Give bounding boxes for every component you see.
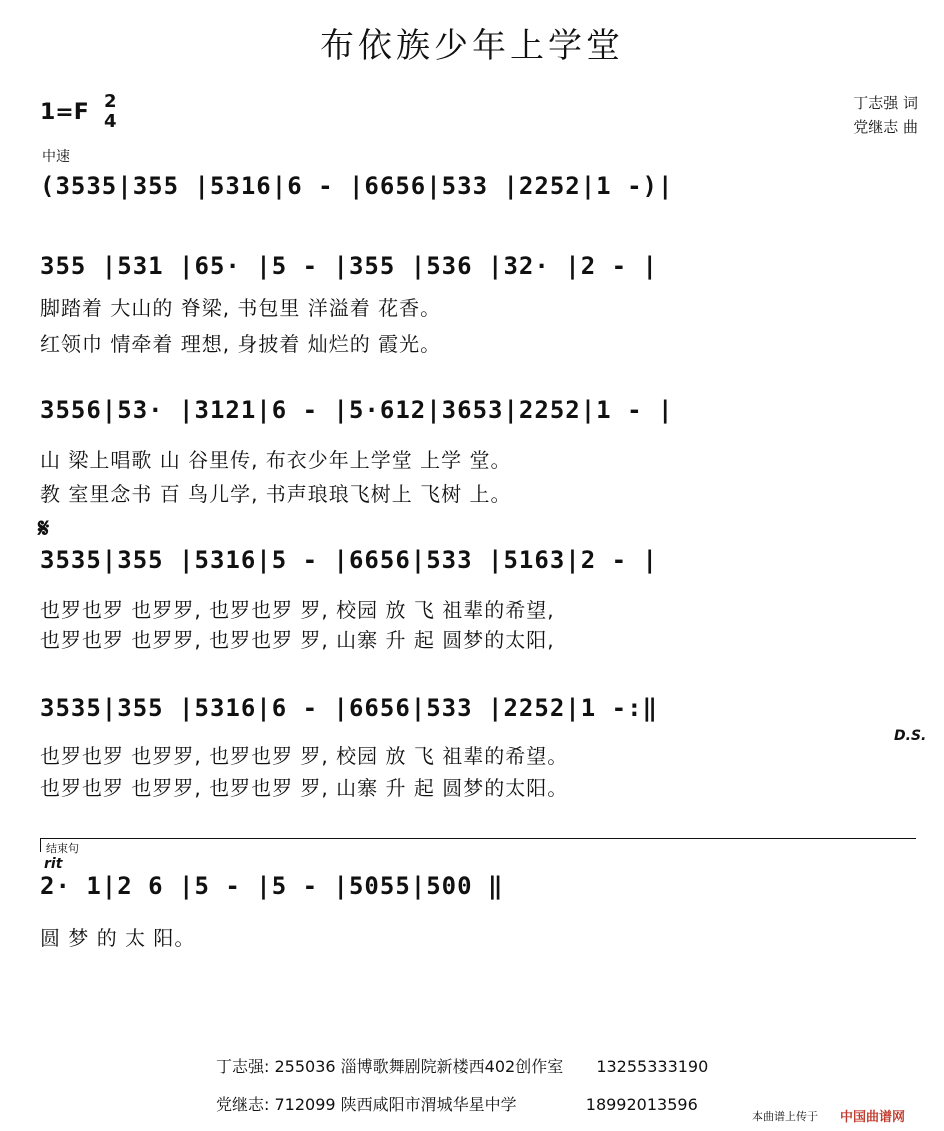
key-signature: 1=F xyxy=(40,100,89,125)
score-row-5-lyric-2: 也罗也罗 也罗罗, 也罗也罗 罗, 山寨 升 起 圆梦的太阳。 xyxy=(40,776,569,800)
footer-contact-1 xyxy=(216,1054,708,1077)
score-row-2-notes: 355 |531 |65· |5 - |355 |536 |32· |2 - | xyxy=(40,252,658,280)
score-row-4-notes: 3535|355 |5316|5 - |6656|533 |5163|2 - | xyxy=(40,546,658,574)
tempo-marking: 中速 xyxy=(42,149,70,165)
score-row-6-notes: 2· 1|2 6 |5 - |5 - |5055|500 ‖ xyxy=(40,872,504,900)
score-row-2-lyric-1: 脚踏着 大山的 脊梁, 书包里 洋溢着 花香。 xyxy=(40,296,442,320)
time-signature xyxy=(104,92,117,132)
ds-marking: D.S. xyxy=(894,728,927,744)
score-row-3-lyric-2: 教 室里念书 百 鸟儿学, 书声琅琅飞树上 飞树 上。 xyxy=(40,482,512,506)
score-row-4-lyric-1: 也罗也罗 也罗罗, 也罗也罗 罗, 校园 放 飞 祖辈的希望, xyxy=(40,598,555,622)
footer-name-1: 丁志强: xyxy=(216,1057,270,1076)
time-bottom: 4 xyxy=(104,111,117,132)
score-row-2-lyric-2: 红领巾 情牵着 理想, 身披着 灿烂的 霞光。 xyxy=(40,332,442,356)
composer-credit: 党继志 曲 xyxy=(853,118,918,136)
footer-address-1: 255036 淄博歌舞剧院新楼西402创作室 xyxy=(274,1057,564,1076)
ending-bracket-top xyxy=(40,838,916,839)
score-row-1-notes: (3535|355 |5316|6 - |6656|533 |2252|1 -)| xyxy=(40,172,674,200)
upload-note: 本曲谱上传于 xyxy=(752,1110,818,1123)
score-row-5-notes: 3535|355 |5316|6 - |6656|533 |2252|1 -:‖ xyxy=(40,694,658,722)
score-row-3-notes: 3556|53· |3121|6 - |5·612|3653|2252|1 - | xyxy=(40,396,674,424)
footer-phone-1: 13255333190 xyxy=(596,1057,709,1076)
score-row-6-lyric-1: 圆 梦 的 太 阳。 xyxy=(40,926,196,950)
rit-marking: rit xyxy=(44,856,63,872)
footer-name-2: 党继志: xyxy=(216,1095,270,1114)
score-row-5-lyric-1: 也罗也罗 也罗罗, 也罗也罗 罗, 校园 放 飞 祖辈的希望。 xyxy=(40,744,569,768)
score-row-3-lyric-1: 山 梁上唱歌 山 谷里传, 布衣少年上学堂 上学 堂。 xyxy=(40,448,512,472)
ending-bracket-left xyxy=(40,838,41,852)
ending-label: 结束句 xyxy=(46,842,79,855)
score-row-4-lyric-2: 也罗也罗 也罗罗, 也罗也罗 罗, 山寨 升 起 圆梦的太阳, xyxy=(40,628,555,652)
page-title: 布依族少年上学堂 xyxy=(320,26,624,66)
footer-contact-2 xyxy=(216,1092,698,1115)
segno-sign: 𝄋 xyxy=(38,514,50,544)
lyricist-credit: 丁志强 词 xyxy=(853,94,918,112)
site-logo: 中国曲谱网 xyxy=(840,1110,906,1125)
time-top: 2 xyxy=(104,91,117,112)
footer-phone-2: 18992013596 xyxy=(585,1095,698,1114)
footer-address-2: 712099 陕西咸阳市渭城华星中学 xyxy=(274,1095,517,1114)
